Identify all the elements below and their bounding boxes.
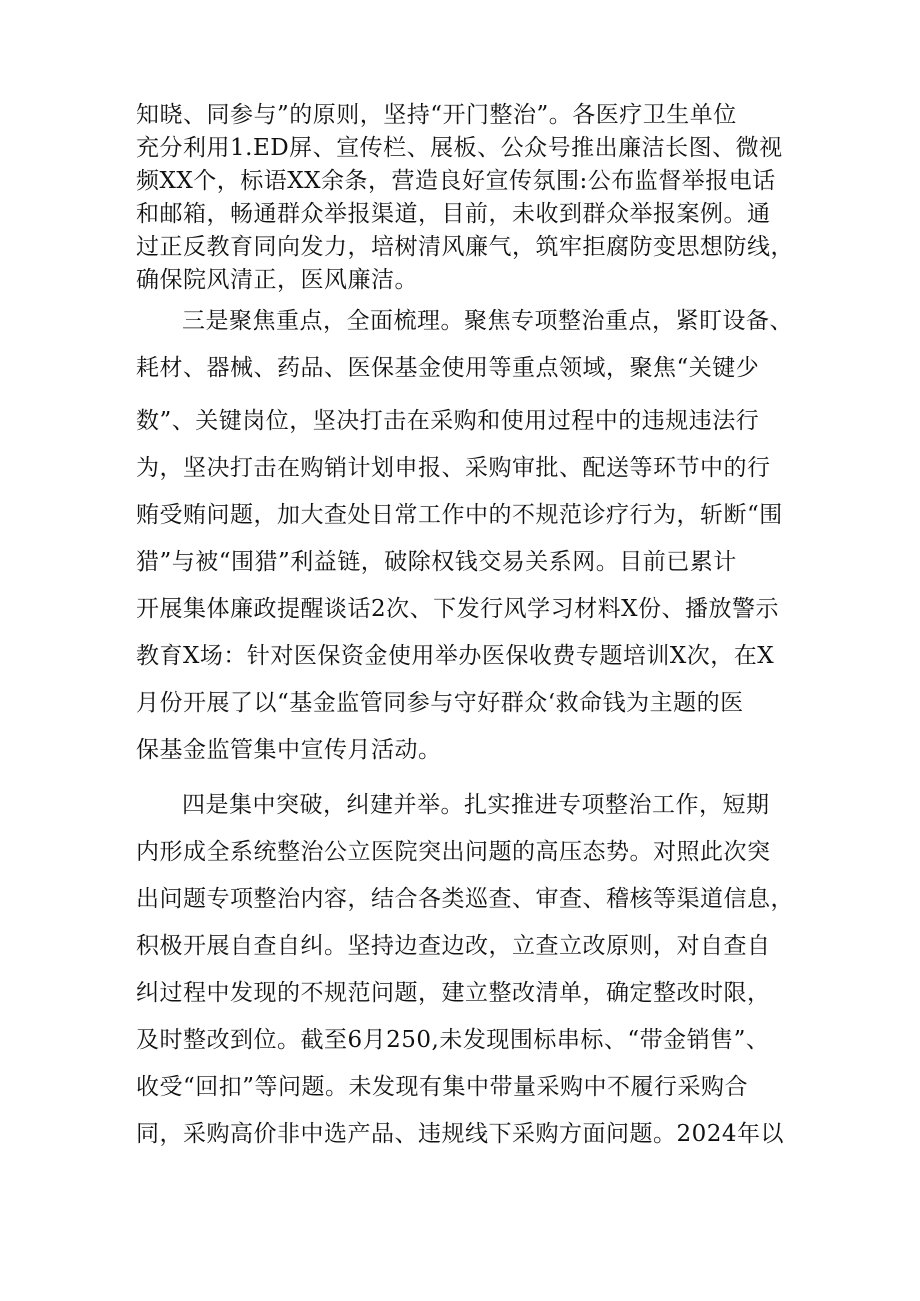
- text-line: 及时整改到位。截至6月250,未发现围标串标、“带金销售”、: [136, 1027, 770, 1053]
- text-line: 月份开展了以“基金监管同参与守好群众‘救命钱为主题的医: [136, 690, 744, 716]
- text-line: 知晓、同参与”的原则，坚持“开门整治”。各医疗卫生单位: [136, 102, 737, 128]
- text-line: 四是集中突破，纠建并举。扎实推进专项整治工作，短期: [182, 792, 770, 818]
- text-line: 教育X场：针对医保资金使用举办医保收费专题培训X次，在X: [136, 643, 775, 669]
- text-line: 耗材、器械、药品、医保基金使用等重点领域，聚焦“关键少: [136, 355, 760, 381]
- text-line: 开展集体廉政提醒谈话2次、下发行风学习材料X份、播放警示: [136, 596, 780, 622]
- text-line: 充分利用1.ED屏、宣传栏、展板、公众号推出廉洁长图、微视: [136, 135, 783, 161]
- text-line: 出问题专项整治内容，结合各类巡查、审查、稽核等渠道信息，: [136, 886, 794, 912]
- text-line: 过正反教育同向发力，培树清风廉气，筑牢拒腐防变思想防线，: [136, 234, 794, 260]
- text-line: 贿受贿问题，加大查处日常工作中的不规范诊疗行为，斩断“围: [136, 502, 783, 528]
- text-line: 和邮箱，畅通群众举报渠道，目前，未收到群众举报案例。通: [136, 201, 771, 227]
- text-line: 积极开展自查自纠。坚持边查边改，立查立改原则，对自查自: [136, 933, 771, 959]
- text-line: 数”、关键岗位，坚决打击在采购和使用过程中的违规违法行: [136, 408, 760, 434]
- text-line: 同，采购高价非中选产品、违规线下采购方面问题。2024年以: [136, 1121, 785, 1147]
- text-line: 猎”与被“围猎”利益链，破除权钱交易关系网。目前已累计: [136, 549, 737, 575]
- text-line: 频XX个，标语XX余条，营造良好宣传氛围:公布监督举报电话: [136, 168, 776, 194]
- text-line: 保基金监管集中宣传月活动。: [136, 737, 442, 763]
- text-line: 确保院风清正，医风廉洁。: [136, 267, 418, 293]
- text-line: 为，坚决打击在购销计划申报、采购审批、配送等环节中的行: [136, 455, 771, 481]
- text-line: 纠过程中发现的不规范问题，建立整改清单，确定整改时限，: [136, 980, 771, 1006]
- text-line: 内形成全系统整治公立医院突出问题的高压态势。对照此次突: [136, 839, 771, 865]
- text-line: 三是聚焦重点，全面梳理。聚焦专项整治重点，紧盯设备、: [182, 308, 793, 334]
- text-line: 收受“回扣”等问题。未发现有集中带量采购中不履行采购合: [136, 1074, 749, 1100]
